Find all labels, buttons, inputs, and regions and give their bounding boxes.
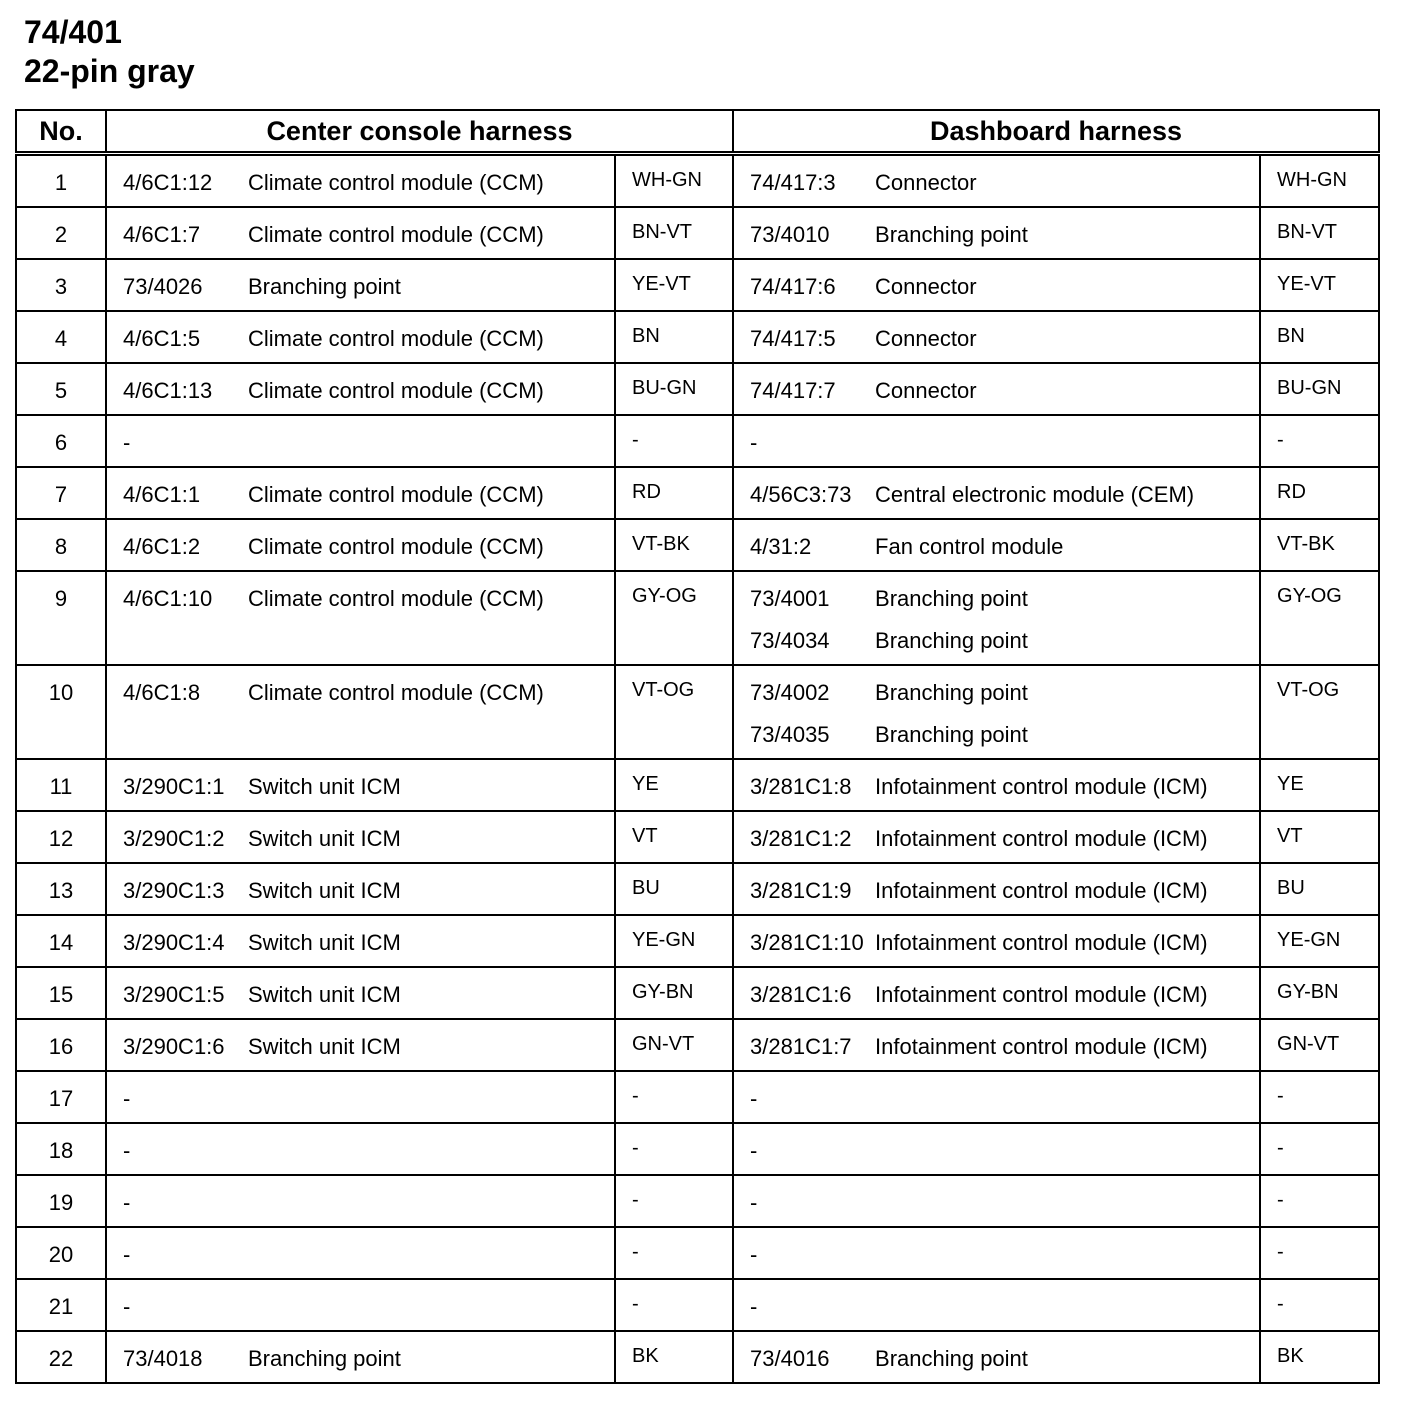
dashboard-wire-color: BU-GN — [1260, 363, 1379, 415]
dashboard-component-entry: Branching point — [875, 1346, 1028, 1371]
center-console-location: 73/4018 — [106, 1331, 248, 1383]
dashboard-component-entry: Connector — [875, 378, 977, 403]
dashboard-component-entry: Fan control module — [875, 534, 1064, 559]
pin-number: 18 — [16, 1123, 106, 1175]
dashboard-wire-color: - — [1260, 1279, 1379, 1331]
dashboard-location — [733, 967, 875, 1019]
table-row — [16, 1123, 1379, 1175]
dashboard-component — [875, 759, 1260, 811]
dashboard-component — [875, 1227, 1260, 1279]
header-no: No. — [16, 110, 106, 154]
dashboard-component — [875, 1123, 1260, 1175]
center-console-component — [248, 1279, 615, 1331]
dashboard-wire-color: - — [1260, 1071, 1379, 1123]
pin-number: 11 — [16, 759, 106, 811]
dashboard-location — [733, 915, 875, 967]
center-console-wire-color: GN-VT — [615, 1019, 733, 1071]
center-console-location: 3/290C1:5 — [106, 967, 248, 1019]
dashboard-location-entry: 4/31:2 — [750, 534, 812, 559]
table-row — [16, 1175, 1379, 1227]
dashboard-wire-color: VT — [1260, 811, 1379, 863]
dashboard-component — [875, 863, 1260, 915]
center-console-wire-color: VT — [615, 811, 733, 863]
dashboard-location-entry: 74/417:6 — [750, 274, 836, 299]
pin-number: 5 — [16, 363, 106, 415]
table-row — [16, 1071, 1379, 1123]
table-row — [16, 863, 1379, 915]
dashboard-component-entry: Branching point — [875, 222, 1028, 247]
pin-number: 15 — [16, 967, 106, 1019]
dashboard-location — [733, 863, 875, 915]
dashboard-location — [733, 759, 875, 811]
table-row — [16, 665, 1379, 759]
dashboard-component — [875, 811, 1260, 863]
dashboard-location — [733, 1331, 875, 1383]
dashboard-wire-color: WH-GN — [1260, 154, 1379, 208]
pin-number: 12 — [16, 811, 106, 863]
pin-number: 4 — [16, 311, 106, 363]
table-header-row — [16, 110, 1379, 154]
dashboard-component — [875, 154, 1260, 208]
dashboard-location-entry: 73/4001 — [750, 586, 830, 611]
pin-number: 2 — [16, 207, 106, 259]
dashboard-location-entry: 73/4034 — [750, 628, 830, 653]
center-console-location: - — [106, 1175, 248, 1227]
center-console-location: 4/6C1:1 — [106, 467, 248, 519]
dashboard-wire-color: - — [1260, 415, 1379, 467]
pin-number: 6 — [16, 415, 106, 467]
pin-number: 13 — [16, 863, 106, 915]
center-console-location: - — [106, 1071, 248, 1123]
center-console-wire-color: VT-BK — [615, 519, 733, 571]
dashboard-wire-color: GN-VT — [1260, 1019, 1379, 1071]
center-console-component: Climate control module (CCM) — [248, 311, 615, 363]
dashboard-wire-color: YE-GN — [1260, 915, 1379, 967]
table-row — [16, 1227, 1379, 1279]
dashboard-component-entry: Branching point — [875, 586, 1028, 611]
pin-number: 19 — [16, 1175, 106, 1227]
table-row — [16, 363, 1379, 415]
dashboard-location — [733, 1279, 875, 1331]
dashboard-wire-color: GY-BN — [1260, 967, 1379, 1019]
dashboard-component — [875, 967, 1260, 1019]
center-console-location: 4/6C1:12 — [106, 154, 248, 208]
dashboard-wire-color: - — [1260, 1227, 1379, 1279]
table-row — [16, 154, 1379, 208]
header-dashboard-harness: Dashboard harness — [733, 110, 1379, 154]
center-console-wire-color: - — [615, 1071, 733, 1123]
center-console-component: Switch unit ICM — [248, 1019, 615, 1071]
pin-number: 21 — [16, 1279, 106, 1331]
dashboard-location-entry: - — [750, 1190, 758, 1215]
center-console-location: - — [106, 1227, 248, 1279]
center-console-component: Switch unit ICM — [248, 915, 615, 967]
pin-number: 3 — [16, 259, 106, 311]
dashboard-component — [875, 311, 1260, 363]
dashboard-wire-color: GY-OG — [1260, 571, 1379, 665]
table-row — [16, 467, 1379, 519]
center-console-location: 3/290C1:2 — [106, 811, 248, 863]
table-row — [16, 1331, 1379, 1383]
dashboard-component-entry: Connector — [875, 170, 977, 195]
pin-number: 16 — [16, 1019, 106, 1071]
center-console-wire-color: - — [615, 1175, 733, 1227]
pin-number: 9 — [16, 571, 106, 665]
dashboard-location — [733, 1071, 875, 1123]
dashboard-location-entry: 3/281C1:8 — [750, 774, 852, 799]
center-console-location: 4/6C1:8 — [106, 665, 248, 759]
dashboard-location-entry: 3/281C1:9 — [750, 878, 852, 903]
center-console-component: Climate control module (CCM) — [248, 467, 615, 519]
dashboard-location — [733, 1019, 875, 1071]
dashboard-component — [875, 1175, 1260, 1227]
dashboard-component — [875, 571, 1260, 665]
table-row — [16, 759, 1379, 811]
center-console-component: Climate control module (CCM) — [248, 519, 615, 571]
center-console-wire-color: - — [615, 415, 733, 467]
dashboard-location-entry: - — [750, 430, 758, 455]
table-row — [16, 1019, 1379, 1071]
dashboard-wire-color: BU — [1260, 863, 1379, 915]
header-center-console-harness: Center console harness — [106, 110, 733, 154]
dashboard-component — [875, 1071, 1260, 1123]
dashboard-location — [733, 1227, 875, 1279]
center-console-component — [248, 1123, 615, 1175]
center-console-location: 3/290C1:1 — [106, 759, 248, 811]
center-console-wire-color: BU — [615, 863, 733, 915]
dashboard-location — [733, 1123, 875, 1175]
center-console-component — [248, 1071, 615, 1123]
center-console-component — [248, 1175, 615, 1227]
dashboard-wire-color: VT-BK — [1260, 519, 1379, 571]
dashboard-wire-color: BK — [1260, 1331, 1379, 1383]
dashboard-component-entry: Connector — [875, 274, 977, 299]
dashboard-component-entry: Central electronic module (CEM) — [875, 482, 1195, 507]
dashboard-location — [733, 207, 875, 259]
dashboard-wire-color: YE — [1260, 759, 1379, 811]
pin-number: 22 — [16, 1331, 106, 1383]
dashboard-location-entry: - — [750, 1086, 758, 1111]
center-console-location: - — [106, 415, 248, 467]
center-console-location: 3/290C1:6 — [106, 1019, 248, 1071]
dashboard-location-entry: 73/4002 — [750, 680, 830, 705]
table-row — [16, 207, 1379, 259]
center-console-location: 4/6C1:5 — [106, 311, 248, 363]
center-console-wire-color: WH-GN — [615, 154, 733, 208]
dashboard-component-entry: Infotainment control module (ICM) — [875, 826, 1208, 851]
center-console-wire-color: - — [615, 1123, 733, 1175]
dashboard-location — [733, 467, 875, 519]
dashboard-component-entry: Infotainment control module (ICM) — [875, 1034, 1208, 1059]
center-console-location: 4/6C1:10 — [106, 571, 248, 665]
center-console-wire-color: GY-OG — [615, 571, 733, 665]
dashboard-location — [733, 311, 875, 363]
dashboard-location-entry: 74/417:7 — [750, 378, 836, 403]
center-console-location: 4/6C1:13 — [106, 363, 248, 415]
dashboard-location — [733, 571, 875, 665]
center-console-wire-color: YE-GN — [615, 915, 733, 967]
center-console-location: 73/4026 — [106, 259, 248, 311]
center-console-component: Climate control module (CCM) — [248, 207, 615, 259]
table-row — [16, 415, 1379, 467]
connector-description: 22-pin gray — [24, 53, 195, 89]
center-console-wire-color: GY-BN — [615, 967, 733, 1019]
dashboard-wire-color: - — [1260, 1175, 1379, 1227]
table-row — [16, 915, 1379, 967]
dashboard-component — [875, 1019, 1260, 1071]
center-console-wire-color: BN-VT — [615, 207, 733, 259]
dashboard-location-entry: 73/4035 — [750, 722, 830, 747]
pin-number: 17 — [16, 1071, 106, 1123]
dashboard-wire-color: - — [1260, 1123, 1379, 1175]
dashboard-location — [733, 519, 875, 571]
dashboard-component-entry: Branching point — [875, 680, 1028, 705]
table-row — [16, 259, 1379, 311]
center-console-location: - — [106, 1123, 248, 1175]
center-console-wire-color: BN — [615, 311, 733, 363]
dashboard-component — [875, 665, 1260, 759]
center-console-location: 4/6C1:2 — [106, 519, 248, 571]
dashboard-component — [875, 259, 1260, 311]
center-console-wire-color: BK — [615, 1331, 733, 1383]
dashboard-component-entry: Branching point — [875, 722, 1028, 747]
center-console-component: Climate control module (CCM) — [248, 363, 615, 415]
center-console-component: Climate control module (CCM) — [248, 571, 615, 665]
center-console-component: Climate control module (CCM) — [248, 665, 615, 759]
pinout-table — [15, 109, 1380, 1384]
center-console-location: 3/290C1:3 — [106, 863, 248, 915]
dashboard-location — [733, 665, 875, 759]
dashboard-location-entry: 74/417:5 — [750, 326, 836, 351]
dashboard-component — [875, 363, 1260, 415]
dashboard-location — [733, 415, 875, 467]
table-row — [16, 1279, 1379, 1331]
center-console-location: 3/290C1:4 — [106, 915, 248, 967]
pin-number: 1 — [16, 154, 106, 208]
dashboard-component — [875, 1331, 1260, 1383]
pin-number: 10 — [16, 665, 106, 759]
dashboard-location-entry: - — [750, 1138, 758, 1163]
center-console-component: Branching point — [248, 1331, 615, 1383]
center-console-component — [248, 415, 615, 467]
dashboard-component — [875, 915, 1260, 967]
dashboard-location-entry: 3/281C1:2 — [750, 826, 852, 851]
center-console-wire-color: YE-VT — [615, 259, 733, 311]
center-console-component: Switch unit ICM — [248, 811, 615, 863]
center-console-location: 4/6C1:7 — [106, 207, 248, 259]
dashboard-location-entry: 3/281C1:10 — [750, 930, 864, 955]
dashboard-wire-color: BN-VT — [1260, 207, 1379, 259]
table-row — [16, 571, 1379, 665]
dashboard-wire-color: BN — [1260, 311, 1379, 363]
dashboard-location-entry: 73/4010 — [750, 222, 830, 247]
center-console-component: Switch unit ICM — [248, 967, 615, 1019]
dashboard-location-entry: 3/281C1:7 — [750, 1034, 852, 1059]
dashboard-location-entry: 73/4016 — [750, 1346, 830, 1371]
pin-number: 14 — [16, 915, 106, 967]
center-console-location: - — [106, 1279, 248, 1331]
center-console-wire-color: - — [615, 1227, 733, 1279]
dashboard-component — [875, 207, 1260, 259]
dashboard-location — [733, 1175, 875, 1227]
center-console-component: Climate control module (CCM) — [248, 154, 615, 208]
center-console-wire-color: BU-GN — [615, 363, 733, 415]
table-row — [16, 811, 1379, 863]
pin-number: 7 — [16, 467, 106, 519]
dashboard-component — [875, 467, 1260, 519]
pin-number: 20 — [16, 1227, 106, 1279]
dashboard-wire-color: RD — [1260, 467, 1379, 519]
table-row — [16, 519, 1379, 571]
center-console-wire-color: VT-OG — [615, 665, 733, 759]
dashboard-location — [733, 811, 875, 863]
center-console-wire-color: YE — [615, 759, 733, 811]
dashboard-location-entry: 3/281C1:6 — [750, 982, 852, 1007]
dashboard-component — [875, 415, 1260, 467]
center-console-component: Switch unit ICM — [248, 759, 615, 811]
dashboard-wire-color: YE-VT — [1260, 259, 1379, 311]
dashboard-component-entry: Branching point — [875, 628, 1028, 653]
dashboard-location-entry: - — [750, 1242, 758, 1267]
center-console-wire-color: RD — [615, 467, 733, 519]
center-console-component: Switch unit ICM — [248, 863, 615, 915]
dashboard-component-entry: Infotainment control module (ICM) — [875, 878, 1208, 903]
dashboard-component-entry: Infotainment control module (ICM) — [875, 982, 1208, 1007]
dashboard-component — [875, 519, 1260, 571]
pin-number: 8 — [16, 519, 106, 571]
table-row — [16, 967, 1379, 1019]
dashboard-location-entry: 74/417:3 — [750, 170, 836, 195]
center-console-component — [248, 1227, 615, 1279]
dashboard-component-entry: Infotainment control module (ICM) — [875, 774, 1208, 799]
dashboard-location-entry: - — [750, 1294, 758, 1319]
center-console-wire-color: - — [615, 1279, 733, 1331]
dashboard-component-entry: Connector — [875, 326, 977, 351]
center-console-component: Branching point — [248, 259, 615, 311]
dashboard-location — [733, 259, 875, 311]
table-row — [16, 311, 1379, 363]
dashboard-component-entry: Infotainment control module (ICM) — [875, 930, 1208, 955]
dashboard-location — [733, 363, 875, 415]
dashboard-location — [733, 154, 875, 208]
connector-id: 74/401 — [24, 14, 122, 50]
dashboard-location-entry: 4/56C3:73 — [750, 482, 852, 507]
dashboard-wire-color: VT-OG — [1260, 665, 1379, 759]
dashboard-component — [875, 1279, 1260, 1331]
